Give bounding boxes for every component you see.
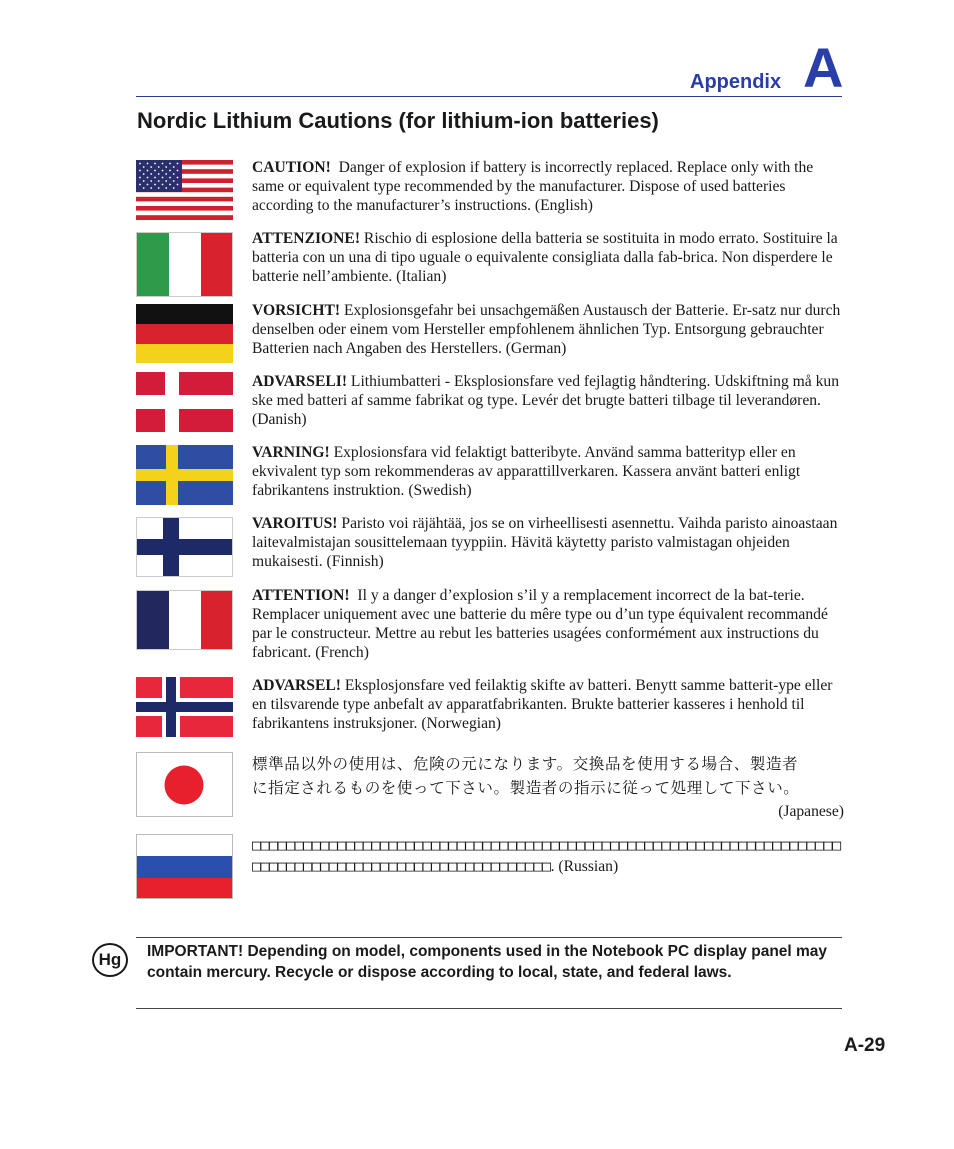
caution-text (252, 586, 844, 662)
header-rule (136, 96, 842, 97)
appendix-label: Appendix (690, 71, 782, 93)
germany-flag-icon (136, 304, 233, 363)
caution-keyword: CAUTION! (252, 159, 331, 176)
caution-keyword: VARNING! (252, 444, 330, 461)
russian-placeholder-glyphs: □□□□□□□□□□□□□□□□□□□□□□□□□□□□□□□□□□□□□□□□□□□□□□□□□□□□□□□□□□□□□□□□□□□□□□□□□□□□□□□□□□□□□□□□□□□□□□□□□□□□□□□□ (252, 836, 841, 875)
caution-keyword: ADVARSEL! (252, 677, 341, 694)
page-title: Nordic Lithium Cautions (for lithium-ion batteries) (137, 108, 659, 133)
caution-text (252, 676, 844, 733)
caution-text (252, 301, 844, 358)
caution-text (252, 443, 844, 500)
caution-body: Explosionsfara vid felaktigt batteribyte. Använd samma batterityp eller en ekvivalent typ som rekommenderas av apparattillverkaren. Kassera använt batteri enligt fabrikantens instruktion. (Swedish) (252, 444, 805, 499)
appendix-letter: A (803, 36, 844, 99)
caution-body: Danger of explosion if battery is incorrectly replaced. Replace only with the same or equivalent type recommended by the manufacturer. Dispose of used batteries according to the manufacturer’s instructions. (English) (252, 159, 818, 214)
caution-keyword: ATTENTION! (252, 587, 350, 604)
caution-body: Lithiumbatteri - Eksplosionsfare ved fejlagtig håndtering. Udskiftning må kun ske med batteri af samme fabrikat og type. Levér det brugte batteri tilbage til leverandøren. (Danish) (252, 373, 843, 428)
russia-flag-icon (136, 834, 233, 899)
italy-flag-icon (136, 232, 233, 297)
norway-flag-icon (136, 677, 233, 737)
caution-body: Il y a danger d’explosion s’il y a remplacement incorrect de la bat-terie. Remplacer uniquement avec une batterie du mêre type ou d’un type équivalent recommandé par le constructeur. Mettre au rebut les batteries usagées conformément aux instructions du fabricant. (French) (252, 587, 832, 661)
caution-text (252, 158, 844, 215)
france-flag-icon (136, 590, 233, 650)
caution-keyword: ATTENZIONE! (252, 230, 361, 247)
caution-text (252, 229, 844, 286)
russian-lang-label: . (Russian) (550, 858, 619, 875)
japanese-lang-label: (Japanese) (778, 803, 844, 820)
caution-text-russian (252, 835, 844, 877)
caution-text (252, 514, 844, 571)
japanese-line-1: 標準品以外の使用は、危険の元になります。交換品を使用する場合、製造者 (252, 755, 799, 773)
notice-top-rule (136, 937, 842, 938)
caution-keyword: VAROITUS! (252, 515, 338, 532)
japanese-line-2: に指定されるものを使って下さい。製造者の指示に従って処理して下さい。 (252, 779, 800, 797)
denmark-flag-icon (136, 372, 233, 432)
caution-body: Explosionsgefahr bei unsachgemäßen Austausch der Batterie. Er-satz nur durch denselben oder einem vom Hersteller empfohlenem ähnlichen Typ. Entsorgung gebrauchter Batterien nach Angaben des Herstellers. (German) (252, 302, 845, 357)
caution-keyword: VORSICHT! (252, 302, 341, 319)
page-number: A-29 (844, 1035, 886, 1056)
notice-bottom-rule (136, 1008, 842, 1009)
mercury-hg-icon: Hg (92, 943, 128, 977)
japan-flag-icon (136, 752, 233, 817)
finland-flag-icon (136, 517, 233, 577)
caution-text (252, 372, 844, 429)
caution-text-japanese (252, 752, 844, 822)
usa-flag-icon (136, 160, 233, 220)
caution-body: Paristo voi räjähtää, jos se on virheellisesti asennettu. Vaihda paristo ainoastaan laitevalmistajan sousittelemaan tyyppiin. Hävitä käytetty paristo valmistagan ohjeiden mukaisesti. (Finnish) (252, 515, 842, 570)
caution-keyword: ADVARSELI! (252, 373, 348, 390)
caution-body: Rischio di esplosione della batteria se sostituita in modo errato. Sostituire la batteria con un una di tipo uguale o equivalente consigliata dalla fab-brica. Non disperdere le batterie nell’ambiente. (Italian) (252, 230, 842, 285)
mercury-notice-text: IMPORTANT! Depending on model, components used in the Notebook PC display panel may contain mercury. Recycle or dispose according to local, state, and federal laws. (147, 943, 828, 981)
caution-body: Eksplosjonsfare ved feilaktig skifte av batteri. Benytt samme batterit-ype eller en tilsvarende type anbefalt av apparatfabrikanten. Brukte batterier kasseres i henhold til fabrikantens instruksjoner. (Norwegian) (252, 677, 837, 732)
sweden-flag-icon (136, 445, 233, 505)
